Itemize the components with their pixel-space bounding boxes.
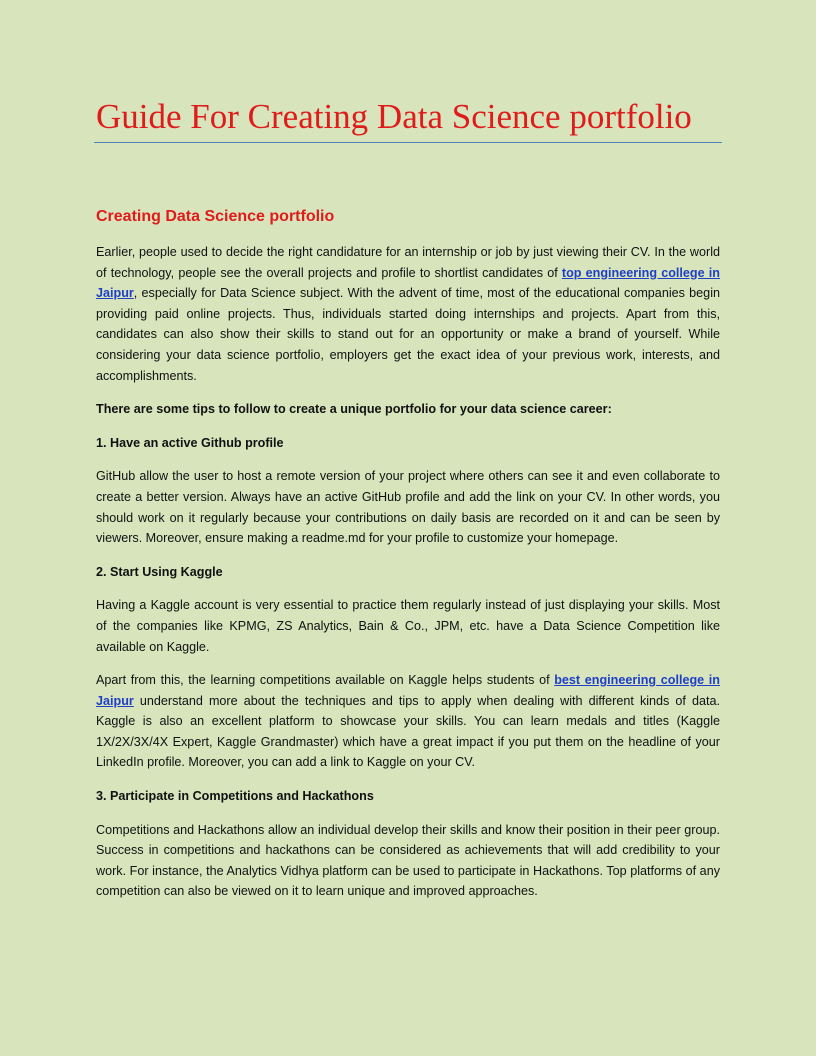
tip2-body2	[96, 670, 720, 773]
tip2-text-after: understand more about the techniques and tips to apply when dealing with different kinds of data. Kaggle is also an excellent platform to showcase your skills. You can learn medals and titles (Kaggle 1X/2X/3X/4X Expert, Kaggle Grandmaster) which have a great impact if you put them on the headline of your LinkedIn profile. Moreover, you can add a link to Kaggle on your CV.	[96, 693, 720, 770]
tip2-body1: Having a Kaggle account is very essential to practice them regularly instead of just displaying your skills. Most of the companies like KPMG, ZS Analytics, Bain & Co., JPM, etc. have a Data Science Competition like available on Kaggle.	[96, 598, 720, 654]
tip1-body: GitHub allow the user to host a remote version of your project where others can see it and even collaborate to create a better version. Always have an active GitHub profile and add the link on your CV. In other words, you should work on it regularly because your contributions on daily basis are recorded on it and can be seen by viewers. Moreover, ensure making a readme.md for your profile to customize your homepage.	[96, 469, 720, 546]
document-body	[96, 206, 720, 915]
intro-text-before: Earlier, people used to decide the right candidature for an internship or job by just viewing their CV. In the world of technology, people see the overall projects and profile to shortlist candidates of	[96, 245, 720, 280]
tip3-body: Competitions and Hackathons allow an individual develop their skills and know their position in their peer group. Success in competitions and hackathons can be considered as achievements that will add credibility to your work. For instance, the Analytics Vidhya platform can be used to participate in Hackathons. Top platforms of any competition can also be viewed on it to learn unique and improved approaches.	[96, 822, 720, 899]
section-heading: Creating Data Science portfolio	[96, 208, 335, 225]
title-underline	[94, 142, 722, 143]
intro-text-after: , especially for Data Science subject. With the advent of time, most of the educational companies begin providing paid online projects. Thus, individuals started doing internships and projects. Apart from this, candidates can also show their skills to stand out for an opportunity or make a brand of yourself. While considering your data science portfolio, employers get the exact idea of your previous work, interests, and accomplishments.	[96, 286, 720, 383]
page-title: Guide For Creating Data Science portfolio	[96, 97, 692, 136]
best-engineering-college-link[interactable]: best engineering college in Jaipur	[96, 673, 720, 708]
tip1-heading: 1. Have an active Github profile	[96, 435, 284, 450]
tip3-heading: 3. Participate in Competitions and Hackathons	[96, 789, 374, 804]
tip2-text-before: Apart from this, the learning competitions available on Kaggle helps students of	[96, 673, 555, 688]
top-engineering-college-link[interactable]: top engineering college in Jaipur	[96, 265, 720, 301]
intro-paragraph	[96, 242, 720, 386]
tip2-heading: 2. Start Using Kaggle	[96, 564, 223, 579]
tips-intro: There are some tips to follow to create a unique portfolio for your data science career:	[96, 402, 612, 417]
